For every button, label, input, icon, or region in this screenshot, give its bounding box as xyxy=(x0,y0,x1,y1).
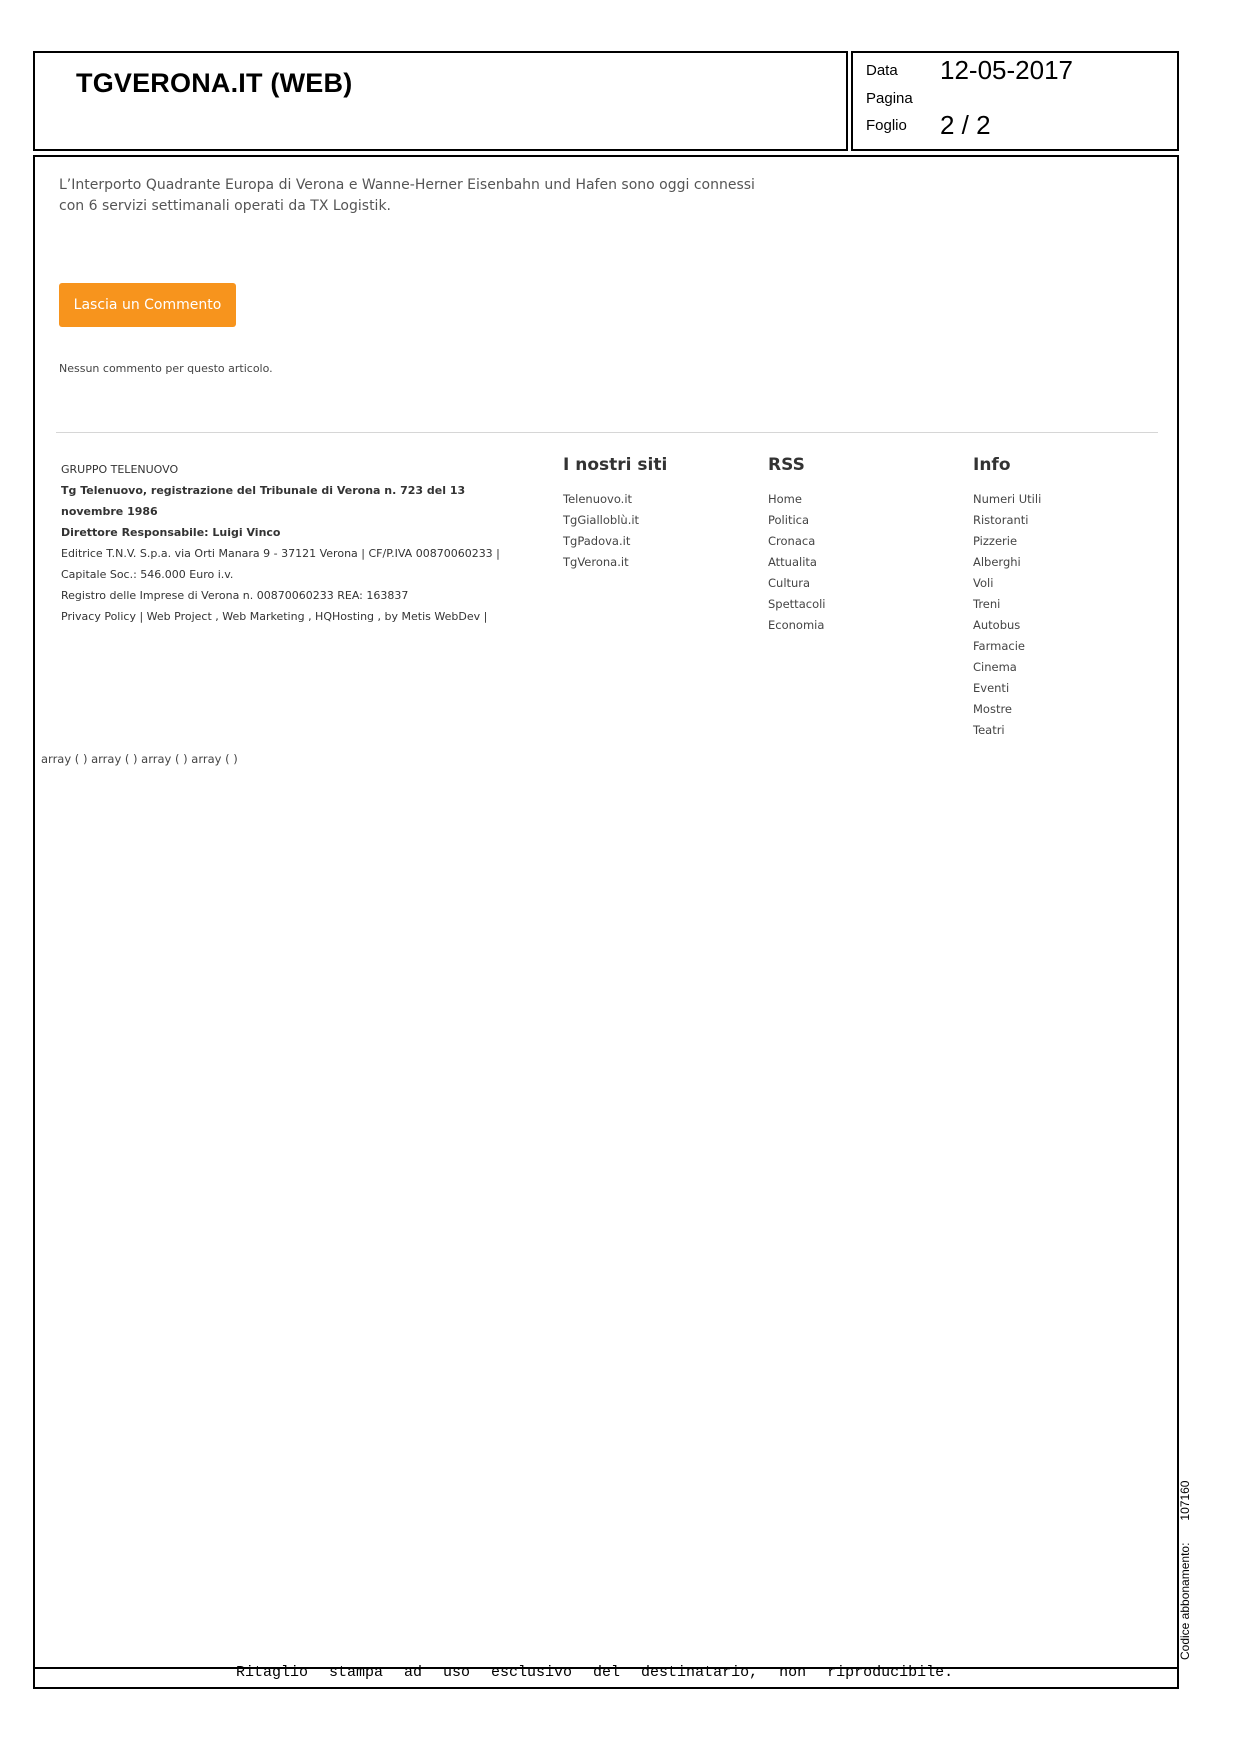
header-publication-box xyxy=(33,51,848,151)
site-link[interactable]: TgPadova.it xyxy=(563,534,631,548)
rss-link[interactable]: Politica xyxy=(768,513,810,527)
pagina-label: Pagina xyxy=(866,90,913,107)
info-link[interactable]: Teatri xyxy=(973,723,1005,737)
rss-column-title: RSS xyxy=(768,455,805,475)
clipping-notice: Ritaglio stampa ad uso esclusivo del destinatario, non riproducibile. xyxy=(236,1664,954,1681)
info-link[interactable]: Numeri Utili xyxy=(973,492,1042,506)
rss-link[interactable]: Economia xyxy=(768,618,825,632)
info-link[interactable]: Autobus xyxy=(973,618,1021,632)
subscription-code xyxy=(1178,1481,1192,1660)
info-link[interactable]: Voli xyxy=(973,576,994,590)
data-label: Data xyxy=(866,62,898,79)
info-link[interactable]: Mostre xyxy=(973,702,1013,716)
foglio-value: 2 / 2 xyxy=(940,110,991,140)
rss-column xyxy=(768,455,826,636)
sites-column xyxy=(563,455,667,573)
rss-link[interactable]: Cronaca xyxy=(768,534,816,548)
group-name: GRUPPO TELENUOVO xyxy=(61,463,179,476)
footer-links[interactable]: Privacy Policy | Web Project , Web Marketing , HQHosting , by Metis WebDev | xyxy=(61,610,488,623)
info-column xyxy=(973,455,1041,741)
footer-divider xyxy=(56,432,1158,433)
rss-link[interactable]: Attualita xyxy=(768,555,817,569)
rss-link[interactable]: Home xyxy=(768,492,802,506)
no-comments-text: Nessun commento per questo articolo. xyxy=(59,362,273,375)
site-link[interactable]: Telenuovo.it xyxy=(563,492,633,506)
article-text: L’Interporto Quadrante Europa di Verona e Wanne-Herner Eisenbahn und Hafen sono oggi connessi con 6 servizi settimanali operati da TX Logistik. xyxy=(59,177,755,214)
info-column-title: Info xyxy=(973,455,1011,475)
foglio-label: Foglio xyxy=(866,117,907,134)
leave-comment-button[interactable]: Lascia un Commento xyxy=(59,283,236,327)
debug-array-text: array ( ) array ( ) array ( ) array ( ) xyxy=(41,752,238,766)
registration-text: Tg Telenuovo, registrazione del Tribunale di Verona n. 723 del 13 novembre 1986 xyxy=(61,484,466,518)
rss-link[interactable]: Spettacoli xyxy=(768,597,826,611)
director-text: Direttore Responsabile: Luigi Vinco xyxy=(61,526,281,539)
site-link[interactable]: TgGialloblù.it xyxy=(563,513,640,527)
info-link[interactable]: Alberghi xyxy=(973,555,1021,569)
info-link[interactable]: Ristoranti xyxy=(973,513,1029,527)
data-value: 12-05-2017 xyxy=(940,55,1073,85)
site-link[interactable]: TgVerona.it xyxy=(563,555,629,569)
subscription-number: 107160 xyxy=(1178,1480,1192,1521)
publication-name: TGVERONA.IT (WEB) xyxy=(76,68,353,98)
info-link[interactable]: Treni xyxy=(973,597,1001,611)
publisher-text: Editrice T.N.V. S.p.a. via Orti Manara 9 - 37121 Verona | CF/P.IVA 00870060233 | xyxy=(61,547,500,560)
rss-link[interactable]: Cultura xyxy=(768,576,811,590)
info-link[interactable]: Eventi xyxy=(973,681,1010,695)
main-frame xyxy=(33,155,1179,1689)
sites-column-title: I nostri siti xyxy=(563,455,668,475)
subscription-label: Codice abbonamento: xyxy=(1178,1542,1192,1660)
capital-text: Capitale Soc.: 546.000 Euro i.v. xyxy=(61,568,234,581)
info-link[interactable]: Pizzerie xyxy=(973,534,1018,548)
info-link[interactable]: Cinema xyxy=(973,660,1017,674)
registry-text: Registro delle Imprese di Verona n. 00870060233 REA: 163837 xyxy=(61,589,409,602)
footer-info xyxy=(61,459,531,627)
info-link[interactable]: Farmacie xyxy=(973,639,1025,653)
